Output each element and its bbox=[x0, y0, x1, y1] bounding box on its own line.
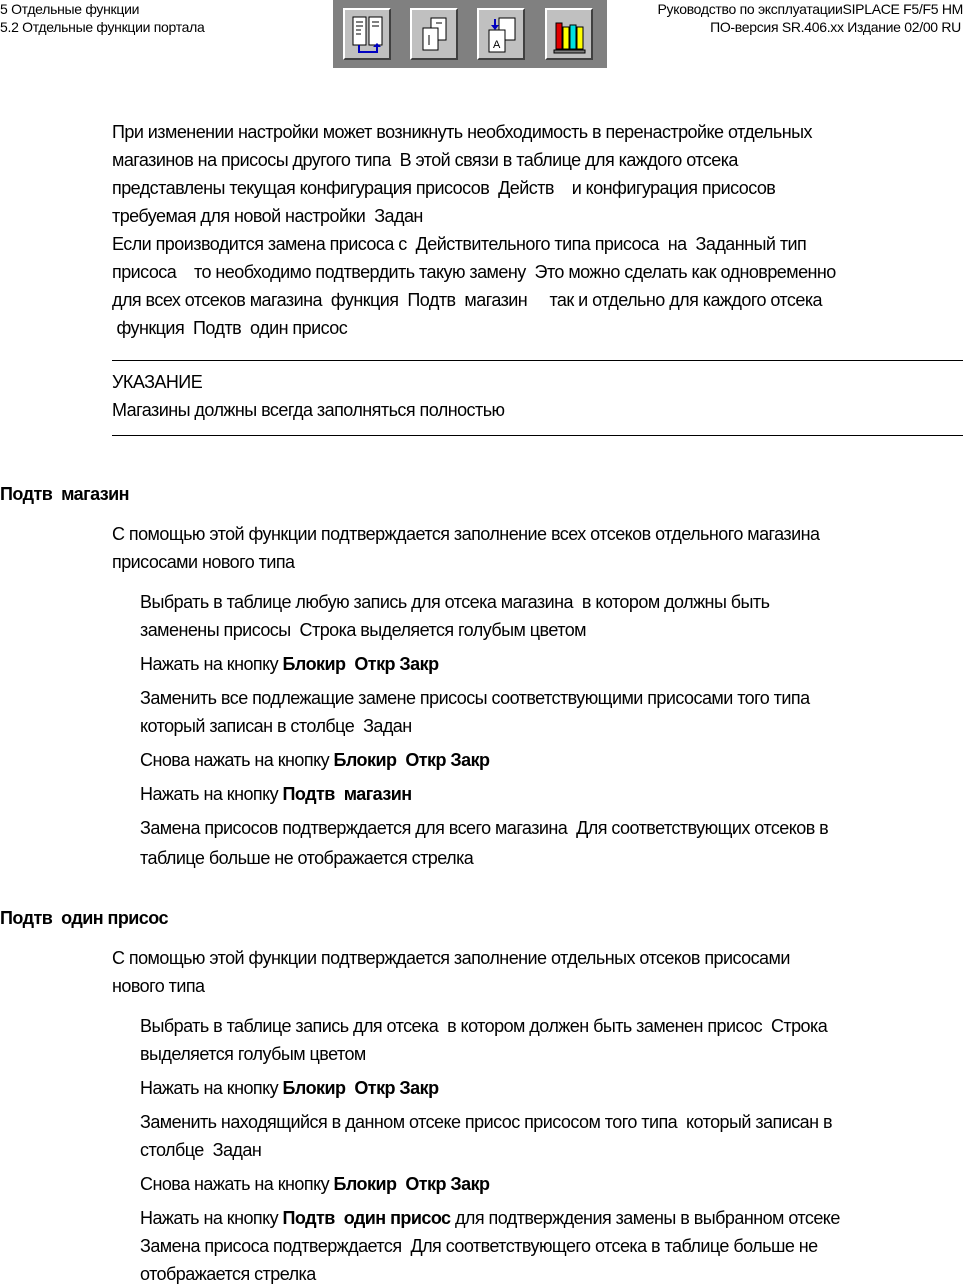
step-text-line bbox=[140, 1014, 827, 1038]
step-text-line bbox=[140, 1234, 818, 1258]
page-swap-icon bbox=[485, 15, 519, 55]
button-name: Блокир Откр Закр bbox=[282, 1078, 439, 1098]
intro-text-line: присоса то необходимо подтвердить такую замену Это можно сделать как одновременно bbox=[112, 262, 836, 282]
step-text: Нажать на кнопку bbox=[140, 654, 283, 674]
step-text: Нажать на кнопку bbox=[140, 784, 283, 804]
step-text: Выбрать в таблице любую запись для отсека магазина в котором должны быть bbox=[140, 592, 770, 612]
note-bottom-divider bbox=[112, 435, 963, 436]
intro-text-line: При изменении настройки может возникнуть необходимость в перенастройке отдельных bbox=[112, 122, 812, 142]
section-description-line: нового типа bbox=[112, 976, 205, 996]
note-text: Магазины должны всегда заполняться полностью bbox=[112, 400, 505, 420]
note-top-divider bbox=[112, 360, 963, 361]
page-swap-button[interactable] bbox=[477, 8, 525, 60]
table-of-contents-icon bbox=[351, 15, 385, 55]
step-text-line bbox=[140, 714, 412, 738]
button-name: Блокир Откр Закр bbox=[333, 750, 490, 770]
section-description-line: С помощью этой функции подтверждается заполнение отдельных отсеков присосами bbox=[112, 948, 790, 968]
step-text: Выбрать в таблице запись для отсека в котором должен быть заменен присос Строка bbox=[140, 1016, 828, 1036]
step-text: для подтверждения замены в выбранном отсеке bbox=[450, 1208, 840, 1228]
button-name: Блокир Откр Закр bbox=[333, 1174, 490, 1194]
intro-text-line: представлены текущая конфигурация присосов Действ и конфигурация присосов bbox=[112, 178, 776, 198]
step-text-line bbox=[140, 590, 769, 614]
step-text: который записан в столбце Задан bbox=[140, 716, 412, 736]
intro-text-line: Если производится замена присоса с Действительного типа присоса на Заданный тип bbox=[112, 234, 807, 254]
step-text-line bbox=[140, 1042, 366, 1066]
step-text: Замена присосов подтверждается для всего магазина Для соответствующих отсеков в bbox=[140, 818, 829, 838]
step-text-line bbox=[140, 652, 439, 676]
section-heading: Подтв магазин bbox=[0, 484, 130, 504]
step-text: Заменить все подлежащие замене присосы соответствующими присосами того типа bbox=[140, 688, 810, 708]
step-text: столбце Задан bbox=[140, 1140, 262, 1160]
step-text-line bbox=[140, 618, 586, 642]
button-name: Подтв магазин bbox=[282, 784, 412, 804]
contents-button[interactable] bbox=[343, 8, 391, 60]
step-text: заменены присосы Строка выделяется голубым цветом bbox=[140, 620, 586, 640]
step-text-line bbox=[140, 1206, 840, 1230]
step-text-line bbox=[140, 1110, 832, 1134]
version-info: ПО-версия SR.406.xx Издание 02/00 RU bbox=[710, 19, 961, 35]
navigation-toolbar bbox=[333, 0, 607, 68]
step-text: Замена присоса подтверждается Для соответствующего отсека в таблице больше не bbox=[140, 1236, 818, 1256]
step-text-line bbox=[140, 686, 810, 710]
section-description-line: присосами нового типа bbox=[112, 552, 295, 572]
chapter-title: 5 Отдельные функции bbox=[0, 1, 140, 17]
library-books-icon bbox=[553, 15, 587, 55]
step-text-line bbox=[140, 1076, 439, 1100]
step-text-line bbox=[140, 782, 412, 806]
step-text-line bbox=[140, 1138, 261, 1162]
step-text: отображается стрелка bbox=[140, 1264, 316, 1284]
intro-text-line: функция Подтв один присос bbox=[112, 318, 348, 338]
step-text: Снова нажать на кнопку bbox=[140, 750, 334, 770]
manual-title: Руководство по эксплуатацииSIPLACE F5/F5 HM bbox=[657, 1, 963, 17]
step-text: Снова нажать на кнопку bbox=[140, 1174, 334, 1194]
svg-text:A: A bbox=[493, 39, 501, 51]
note-title: УКАЗАНИЕ bbox=[112, 372, 203, 392]
step-text-line bbox=[140, 748, 489, 772]
intro-text-line: для всех отсеков магазина функция Подтв магазин так и отдельно для каждого отсека bbox=[112, 290, 823, 310]
step-text: Нажать на кнопку bbox=[140, 1208, 283, 1228]
section-description-line: С помощью этой функции подтверждается заполнение всех отсеков отдельного магазина bbox=[112, 524, 820, 544]
intro-text-line: магазинов на присосы другого типа В этой связи в таблице для каждого отсека bbox=[112, 150, 738, 170]
intro-text-line: требуемая для новой настройки Задан bbox=[112, 206, 423, 226]
step-text: таблице больше не отображается стрелка bbox=[140, 848, 474, 868]
button-name: Подтв один присос bbox=[282, 1208, 451, 1228]
button-name: Блокир Откр Закр bbox=[282, 654, 439, 674]
step-text-line bbox=[140, 1262, 316, 1285]
step-text: выделяется голубым цветом bbox=[140, 1044, 366, 1064]
section-heading: Подтв один присос bbox=[0, 908, 168, 928]
step-text-line bbox=[140, 816, 828, 840]
step-text: Нажать на кнопку bbox=[140, 1078, 283, 1098]
library-button[interactable] bbox=[545, 8, 593, 60]
section-title: 5.2 Отдельные функции портала bbox=[0, 19, 205, 35]
pages-button[interactable] bbox=[410, 8, 458, 60]
step-text: Заменить находящийся в данном отсеке присос присосом того типа который записан в bbox=[140, 1112, 832, 1132]
pages-icon bbox=[418, 15, 452, 55]
step-text-line bbox=[140, 846, 473, 870]
step-text-line bbox=[140, 1172, 489, 1196]
